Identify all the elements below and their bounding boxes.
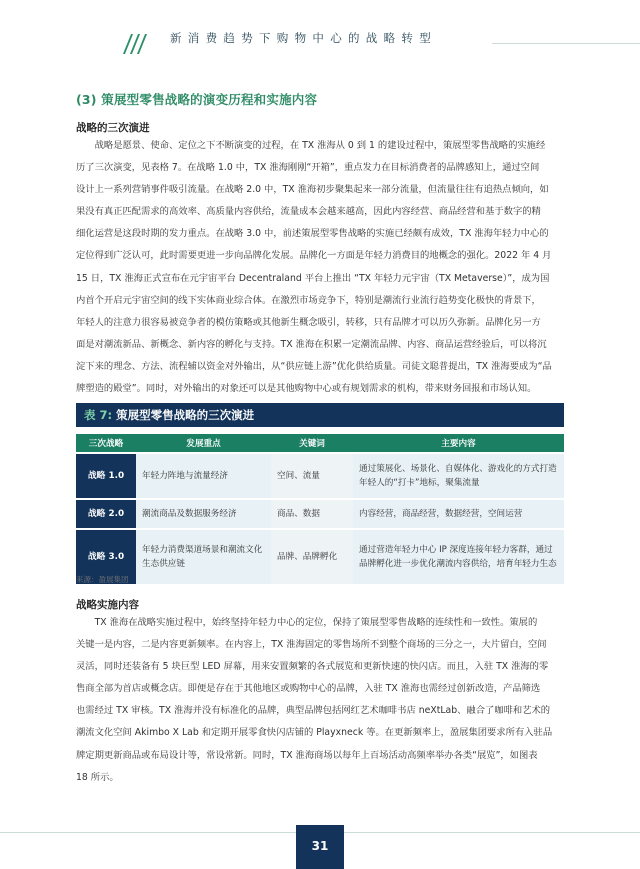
table-title-text: 策展型零售战略的三次演进 — [116, 408, 255, 422]
text-line: 牌定期更新商品或布局设计等，常设常新。同时，TX 淮海商场以每年上百场活动高频率举办各类“展览”，如图表 — [76, 749, 538, 761]
focus-cell: 年轻力阵地与流量经济 — [136, 454, 271, 498]
text-line: 细化运营是这段时期的发力重点。在战略 3.0 中，前述策展型零售战略的实施已经颇有成效，TX 淮海年轻力中心的 — [76, 228, 549, 240]
text-line: 年轻人的注意力很容易被竞争者的模仿策略或其他新生概念吸引，转移，只有品牌才可以历久弥新。品牌化另一方 — [76, 316, 541, 328]
text-line: 潮流文化空间 Akimbo X Lab 和定期开展零食快闪店铺的 Playxneck 等。在更新频率上，盈展集团要求所有入驻品 — [76, 727, 553, 739]
running-header-title: 新消费趋势下购物中心的战略转型 — [170, 31, 437, 45]
header-decoration-slashes — [123, 34, 149, 56]
text-line: 18 所示。 — [76, 771, 119, 783]
column-header: 三次战略 — [76, 434, 136, 452]
text-line: 内首个开启元宇宙空间的线下实体商业综合体。在激烈市场竞争下，特别是潮流行业流行趋势变化极快的背景下， — [76, 294, 541, 306]
header-rule — [492, 43, 640, 44]
subheading-three-evolutions: 战略的三次演进 — [76, 122, 150, 134]
table-number: 表 7: — [84, 408, 113, 422]
table-row — [76, 500, 564, 528]
text-line: 战略是愿景、使命、定位之下不断演变的过程，在 TX 淮海从 0 到 1 的建设过程中，策展型零售战略的实施经 — [76, 140, 546, 151]
keywords-cell: 品牌、品牌孵化 — [271, 530, 353, 584]
paragraph-evolutions — [76, 135, 564, 400]
paragraph-implementation — [76, 612, 564, 789]
stage-cell: 战略 1.0 — [76, 454, 136, 498]
table-header-row — [76, 434, 564, 452]
column-header: 主要内容 — [353, 434, 564, 452]
text-line: 15 日，TX 淮海正式宣布在元宇宙平台 Decentraland 平台上推出 “TX 年轻力元宇宙（TX Metaverse）”，成为国 — [76, 272, 550, 284]
table-row — [76, 454, 564, 498]
focus-cell: 潮流商品及数据服务经济 — [136, 500, 271, 528]
content-cell: 通过营造年轻力中心 IP 深度连接年轻力客群，通过品牌孵化进一步优化潮流内容供给，培育年轻力生态 — [353, 530, 564, 584]
stage-cell: 战略 2.0 — [76, 500, 136, 528]
keywords-cell: 商品、数据 — [271, 500, 353, 528]
content-cell: 通过策展化、场景化、自媒体化、游戏化的方式打造年轻人的“打卡”地标，聚集流量 — [353, 454, 564, 498]
text-line: 设计上一系列营销事件吸引流量。在战略 2.0 中，TX 淮海初步聚集起来一部分流量，但流量往往有追热点倾向，如 — [76, 184, 549, 196]
table-title-bar — [76, 403, 564, 427]
table-title — [84, 407, 254, 423]
page-number-box — [296, 825, 344, 869]
column-header: 关键词 — [271, 434, 353, 452]
table-source: 来源：盈展集团 — [76, 575, 129, 584]
text-line: 灵活，同时还装备有 5 块巨型 LED 屏幕，用来安置频繁的各式展览和更新快速的快闪店。而且，入驻 TX 淮海的零 — [76, 661, 549, 673]
strategy-table — [76, 432, 564, 586]
table-row — [76, 530, 564, 584]
stage-cell: 战略 3.0 — [76, 530, 136, 584]
text-line: TX 淮海在战略实施过程中，始终坚持年轻力中心的定位，保持了策展型零售战略的连续性和一致性。策展的 — [76, 617, 538, 628]
subheading-implementation: 战略实施内容 — [76, 599, 139, 611]
text-line: 历了三次演变，见表格 7。在战略 1.0 中，TX 淮海刚刚“开箱”，重点发力在目标消费者的品牌感知上，通过空间 — [76, 162, 540, 174]
text-line: 售商全部为首店或概念店。即便是存在于其他地区或购物中心的品牌，入驻 TX 淮海也需经过创新改造，产品筛选 — [76, 683, 541, 695]
keywords-cell: 空间、流量 — [271, 454, 353, 498]
text-line: 关键一是内容，二是内容更新频率。在内容上，TX 淮海固定的零售场所不到整个商场的三分之一，大片留白，空间 — [76, 639, 547, 651]
text-line: 面是对潮流新品、新概念、新内容的孵化与支持。TX 淮海在积累一定潮流品牌、内容、商品运营经验后，可以将沉 — [76, 338, 547, 350]
text-line: 果没有真正匹配需求的高效率、高质量内容供给，流量成本会越来越高，因此内容经营、商品经营和基于数字的精 — [76, 206, 541, 218]
text-line: 也需经过 TX 审核。TX 淮海并没有标准化的品牌，典型品牌包括网红艺术咖啡书店 neXtLab、融合了咖啡和艺术的 — [76, 705, 551, 717]
text-line: 牌塑造的殿堂”。同时，对外输出的对象还可以是其他购物中心或有规划需求的机构，带来财务回报和市场认知。 — [76, 383, 537, 395]
column-header: 发展重点 — [136, 434, 271, 452]
content-cell: 内容经营，商品经营，数据经营，空间运营 — [353, 500, 564, 528]
section-heading: (3) 策展型零售战略的演变历程和实施内容 — [76, 92, 318, 107]
focus-cell: 年轻力消费渠道场景和潮流文化生态供应链 — [136, 530, 271, 584]
text-line: 淀下来的理念、方法、流程辅以资金对外输出，从“供应链上游”优化供给质量。司徒文聪普提出，TX 淮海要成为“品 — [76, 360, 552, 372]
text-line: 定位得到广泛认可，此时需要更进一步向品牌化发展。品牌化一方面是年轻力消费目的地概念的强化。2022 年 4 月 — [76, 250, 552, 262]
page-number: 31 — [311, 839, 329, 853]
